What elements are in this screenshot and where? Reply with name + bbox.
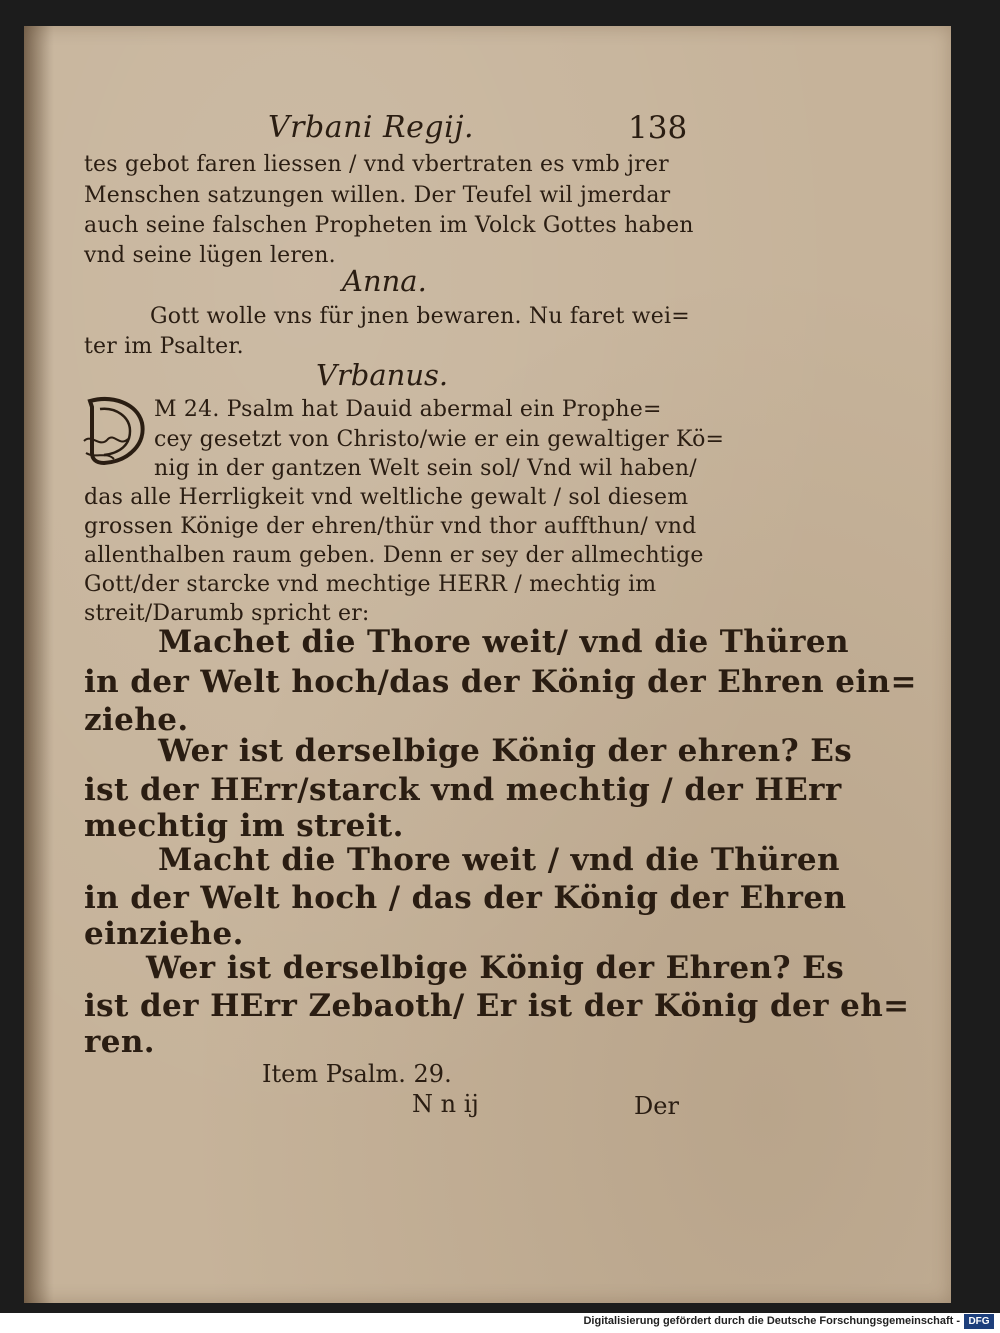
- text-line: allenthalben raum geben. Denn er sey der allmechtige: [84, 543, 704, 568]
- text-line: Gott wolle vns für jnen bewaren. Nu faret wei=: [150, 304, 690, 329]
- text-line: cey gesetzt von Christo/wie er ein gewaltiger Kö=: [154, 427, 725, 452]
- dfg-logo: DFG: [964, 1314, 994, 1329]
- page-binding-shadow: [24, 26, 54, 1303]
- text-line: ter im Psalter.: [84, 334, 244, 359]
- speaker-name: Vrbanus.: [316, 358, 449, 392]
- initial-ornament-icon: [82, 393, 152, 469]
- text-line: tes gebot faren liessen / vnd vbertraten es vmb jrer: [84, 152, 669, 177]
- verse-line: Wer ist derselbige König der ehren? Es: [158, 733, 853, 769]
- verse-line: ren.: [84, 1024, 155, 1060]
- verse-line: Macht die Thore weit / vnd die Thüren: [158, 842, 840, 878]
- verse-line: Machet die Thore weit/ vnd die Thüren: [158, 624, 849, 660]
- verse-line: Wer ist derselbige König der Ehren? Es: [146, 950, 845, 986]
- verse-line: mechtig im streit.: [84, 808, 404, 844]
- signature-mark: N n ij: [412, 1090, 479, 1118]
- text-line: nig in der gantzen Welt sein sol/ Vnd wil haben/: [154, 456, 697, 481]
- text-line: streit/Darumb spricht er:: [84, 601, 370, 626]
- page-number: 138: [628, 110, 688, 146]
- text-line: M 24. Psalm hat Dauid abermal ein Prophe=: [154, 397, 662, 422]
- text-line: vnd seine lügen leren.: [84, 243, 336, 268]
- verse-line: in der Welt hoch / das der König der Ehren: [84, 880, 847, 916]
- text-line: Menschen satzungen willen. Der Teufel wil jmerdar: [84, 183, 671, 208]
- verse-line: in der Welt hoch/das der König der Ehren ein=: [84, 664, 917, 700]
- text-line: auch seine falschen Propheten im Volck Gottes haben: [84, 213, 694, 238]
- decorated-initial: [82, 393, 152, 469]
- running-head: Vrbani Regij.: [268, 110, 475, 145]
- text-line: grossen Könige der ehren/thür vnd thor auffthun/ vnd: [84, 514, 697, 539]
- speaker-name: Anna.: [342, 264, 427, 298]
- item-reference: Item Psalm. 29.: [262, 1060, 452, 1088]
- catchword: Der: [634, 1092, 679, 1120]
- verse-line: ist der HErr Zebaoth/ Er ist der König der eh=: [84, 988, 910, 1024]
- text-line: das alle Herrligkeit vnd weltliche gewalt / sol diesem: [84, 485, 689, 510]
- verse-line: einziehe.: [84, 916, 244, 952]
- text-line: Gott/der starcke vnd mechtige HERR / mechtig im: [84, 572, 657, 597]
- verse-line: ist der HErr/starck vnd mechtig / der HErr: [84, 772, 842, 808]
- verse-line: ziehe.: [84, 702, 189, 738]
- funding-credit: Digitalisierung gefördert durch die Deutsche Forschungsgemeinschaft -: [583, 1315, 960, 1327]
